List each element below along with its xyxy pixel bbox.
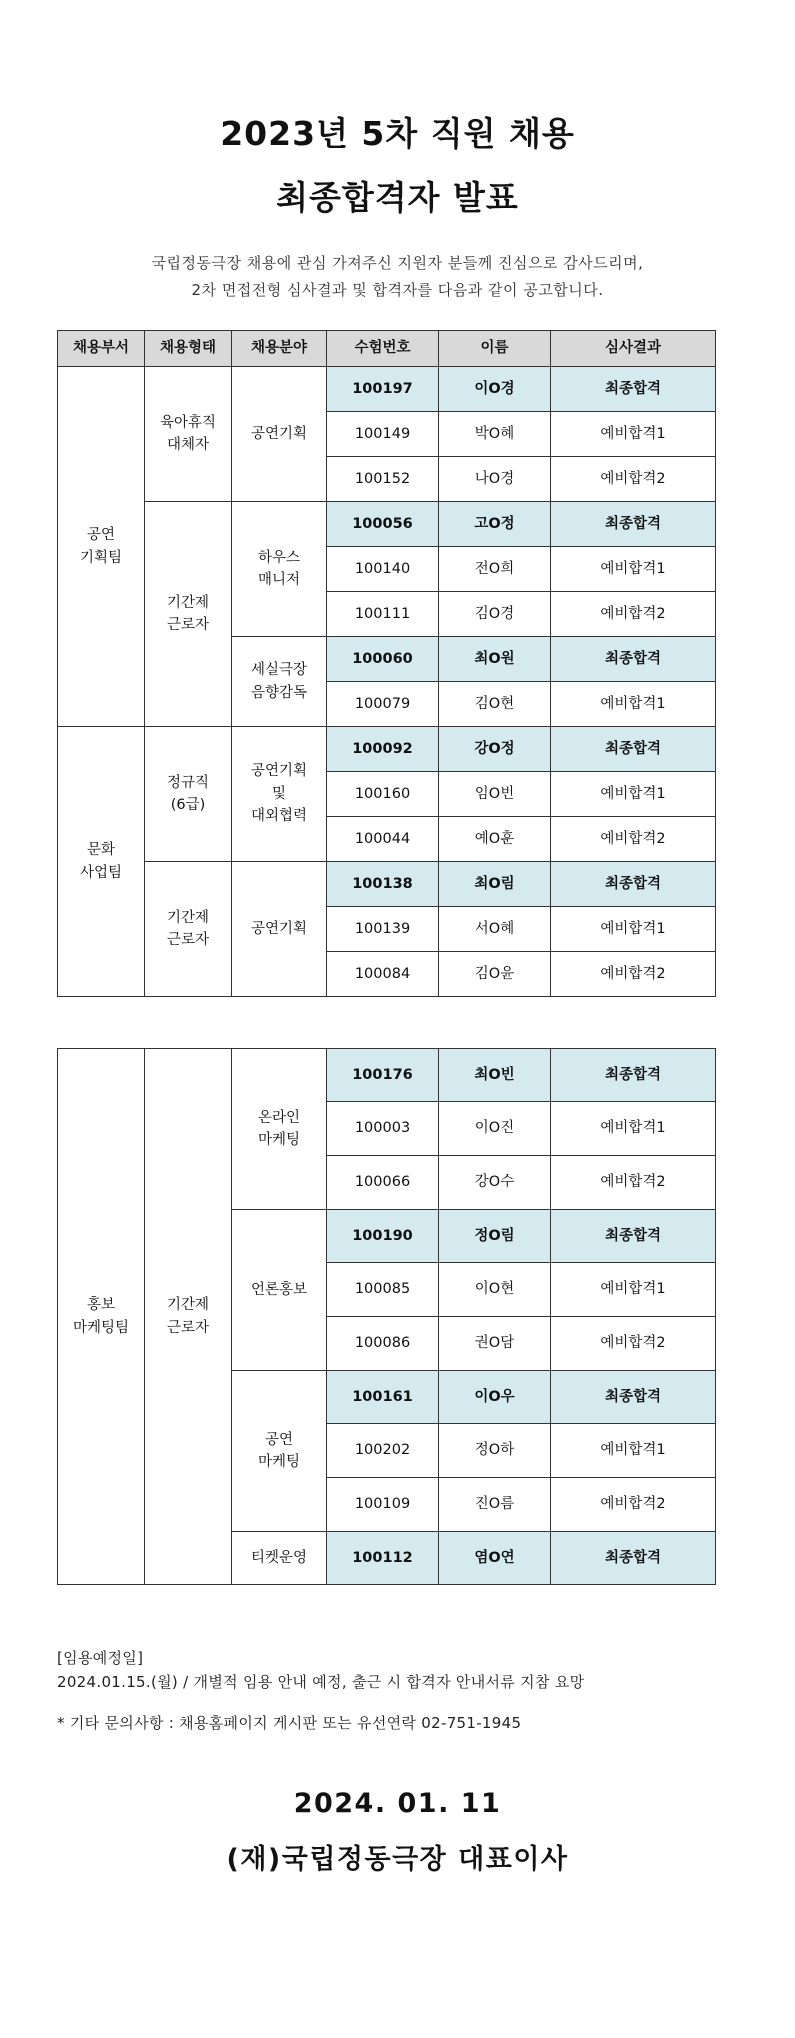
table-row bbox=[58, 502, 716, 547]
result-status: 최종합격 bbox=[551, 1210, 716, 1263]
appointment-date-label: [임용예정일] bbox=[57, 1649, 144, 1667]
intro-line-1: 국립정동극장 채용에 관심 가져주신 지원자 분들께 진심으로 감사드리며, bbox=[151, 254, 644, 272]
result-status: 최종합격 bbox=[551, 727, 716, 772]
exam-number: 100190 bbox=[327, 1210, 439, 1263]
exam-number: 100060 bbox=[327, 637, 439, 682]
applicant-name: 이O현 bbox=[439, 1263, 551, 1317]
header-name: 이름 bbox=[439, 331, 551, 367]
table-row bbox=[58, 367, 716, 412]
result-status: 예비합격2 bbox=[551, 952, 716, 997]
result-status: 예비합격2 bbox=[551, 817, 716, 862]
applicant-name: 김O경 bbox=[439, 592, 551, 637]
applicant-name: 최O원 bbox=[439, 637, 551, 682]
type-cell: 기간제 근로자 bbox=[145, 502, 232, 727]
exam-number: 100003 bbox=[327, 1102, 439, 1156]
result-status: 최종합격 bbox=[551, 637, 716, 682]
result-status: 최종합격 bbox=[551, 1371, 716, 1424]
appointment-date-line: 2024.01.15.(월) / 개별적 임용 안내 예정, 출근 시 합격자 안내서류 지참 요망 bbox=[57, 1673, 585, 1691]
result-status: 예비합격1 bbox=[551, 1102, 716, 1156]
announcement-date: 2024. 01. 11 bbox=[293, 1788, 502, 1819]
exam-number: 100161 bbox=[327, 1371, 439, 1424]
exam-number: 100197 bbox=[327, 367, 439, 412]
result-status: 예비합격1 bbox=[551, 682, 716, 727]
table-row bbox=[58, 727, 716, 772]
exam-number: 100111 bbox=[327, 592, 439, 637]
result-status: 예비합격2 bbox=[551, 1317, 716, 1371]
field-cell: 공연 마케팅 bbox=[232, 1371, 327, 1532]
results-table-top bbox=[57, 330, 716, 997]
results-table-bottom bbox=[57, 1048, 716, 1585]
applicant-name: 나O경 bbox=[439, 457, 551, 502]
result-status: 예비합격1 bbox=[551, 412, 716, 457]
applicant-name: 최O림 bbox=[439, 862, 551, 907]
exam-number: 100066 bbox=[327, 1156, 439, 1210]
dept-cell: 공연 기획팀 bbox=[58, 367, 145, 727]
applicant-name: 진O름 bbox=[439, 1478, 551, 1532]
result-status: 예비합격2 bbox=[551, 592, 716, 637]
result-status: 최종합격 bbox=[551, 1532, 716, 1585]
exam-number: 100056 bbox=[327, 502, 439, 547]
header-field: 채용분야 bbox=[232, 331, 327, 367]
exam-number: 100112 bbox=[327, 1532, 439, 1585]
type-cell: 기간제 근로자 bbox=[145, 862, 232, 997]
field-cell: 공연기획 및 대외협력 bbox=[232, 727, 327, 862]
title-line-1: 2023년 5차 직원 채용 bbox=[220, 114, 575, 153]
contact-note: * 기타 문의사항 : 채용홈페이지 게시판 또는 유선연락 02-751-1945 bbox=[57, 1714, 522, 1732]
result-status: 최종합격 bbox=[551, 862, 716, 907]
exam-number: 100109 bbox=[327, 1478, 439, 1532]
applicant-name: 최O빈 bbox=[439, 1049, 551, 1102]
dept-cell: 문화 사업팀 bbox=[58, 727, 145, 997]
exam-number: 100079 bbox=[327, 682, 439, 727]
title-line-2: 최종합격자 발표 bbox=[276, 178, 519, 217]
applicant-name: 박O혜 bbox=[439, 412, 551, 457]
table-header-row bbox=[58, 331, 716, 367]
header-exam-number: 수험번호 bbox=[327, 331, 439, 367]
applicant-name: 임O빈 bbox=[439, 772, 551, 817]
exam-number: 100084 bbox=[327, 952, 439, 997]
result-status: 최종합격 bbox=[551, 367, 716, 412]
header-type: 채용형태 bbox=[145, 331, 232, 367]
result-status: 최종합격 bbox=[551, 502, 716, 547]
field-cell: 세실극장 음향감독 bbox=[232, 637, 327, 727]
exam-number: 100149 bbox=[327, 412, 439, 457]
applicant-name: 전O희 bbox=[439, 547, 551, 592]
applicant-name: 염O연 bbox=[439, 1532, 551, 1585]
issuer-signature: (재)국립정동극장 대표이사 bbox=[226, 1844, 569, 1875]
applicant-name: 정O림 bbox=[439, 1210, 551, 1263]
exam-number: 100160 bbox=[327, 772, 439, 817]
result-status: 예비합격1 bbox=[551, 1263, 716, 1317]
applicant-name: 이O경 bbox=[439, 367, 551, 412]
exam-number: 100176 bbox=[327, 1049, 439, 1102]
applicant-name: 강O수 bbox=[439, 1156, 551, 1210]
result-status: 예비합격2 bbox=[551, 1156, 716, 1210]
table-row bbox=[58, 1049, 716, 1102]
applicant-name: 김O현 bbox=[439, 682, 551, 727]
exam-number: 100044 bbox=[327, 817, 439, 862]
exam-number: 100140 bbox=[327, 547, 439, 592]
applicant-name: 강O정 bbox=[439, 727, 551, 772]
applicant-name: 서O혜 bbox=[439, 907, 551, 952]
applicant-name: 권O담 bbox=[439, 1317, 551, 1371]
exam-number: 100092 bbox=[327, 727, 439, 772]
result-status: 예비합격1 bbox=[551, 547, 716, 592]
field-cell: 온라인 마케팅 bbox=[232, 1049, 327, 1210]
result-status: 예비합격2 bbox=[551, 457, 716, 502]
exam-number: 100085 bbox=[327, 1263, 439, 1317]
field-cell: 하우스 매니저 bbox=[232, 502, 327, 637]
exam-number: 100086 bbox=[327, 1317, 439, 1371]
type-cell: 육아휴직 대체자 bbox=[145, 367, 232, 502]
header-dept: 채용부서 bbox=[58, 331, 145, 367]
intro-line-2: 2차 면접전형 심사결과 및 합격자를 다음과 같이 공고합니다. bbox=[191, 281, 604, 299]
exam-number: 100139 bbox=[327, 907, 439, 952]
field-cell: 티켓운영 bbox=[232, 1532, 327, 1585]
applicant-name: 예O훈 bbox=[439, 817, 551, 862]
header-result: 심사결과 bbox=[551, 331, 716, 367]
result-status: 예비합격1 bbox=[551, 1424, 716, 1478]
exam-number: 100202 bbox=[327, 1424, 439, 1478]
exam-number: 100152 bbox=[327, 457, 439, 502]
applicant-name: 이O진 bbox=[439, 1102, 551, 1156]
applicant-name: 이O우 bbox=[439, 1371, 551, 1424]
applicant-name: 정O하 bbox=[439, 1424, 551, 1478]
field-cell: 공연기획 bbox=[232, 862, 327, 997]
field-cell: 언론홍보 bbox=[232, 1210, 327, 1371]
type-cell: 정규직 (6급) bbox=[145, 727, 232, 862]
applicant-name: 김O윤 bbox=[439, 952, 551, 997]
exam-number: 100138 bbox=[327, 862, 439, 907]
applicant-name: 고O정 bbox=[439, 502, 551, 547]
result-status: 최종합격 bbox=[551, 1049, 716, 1102]
type-cell: 기간제 근로자 bbox=[145, 1049, 232, 1585]
result-status: 예비합격1 bbox=[551, 907, 716, 952]
result-status: 예비합격2 bbox=[551, 1478, 716, 1532]
field-cell: 공연기획 bbox=[232, 367, 327, 502]
result-status: 예비합격1 bbox=[551, 772, 716, 817]
table-row bbox=[58, 862, 716, 907]
dept-cell: 홍보 마케팅팀 bbox=[58, 1049, 145, 1585]
